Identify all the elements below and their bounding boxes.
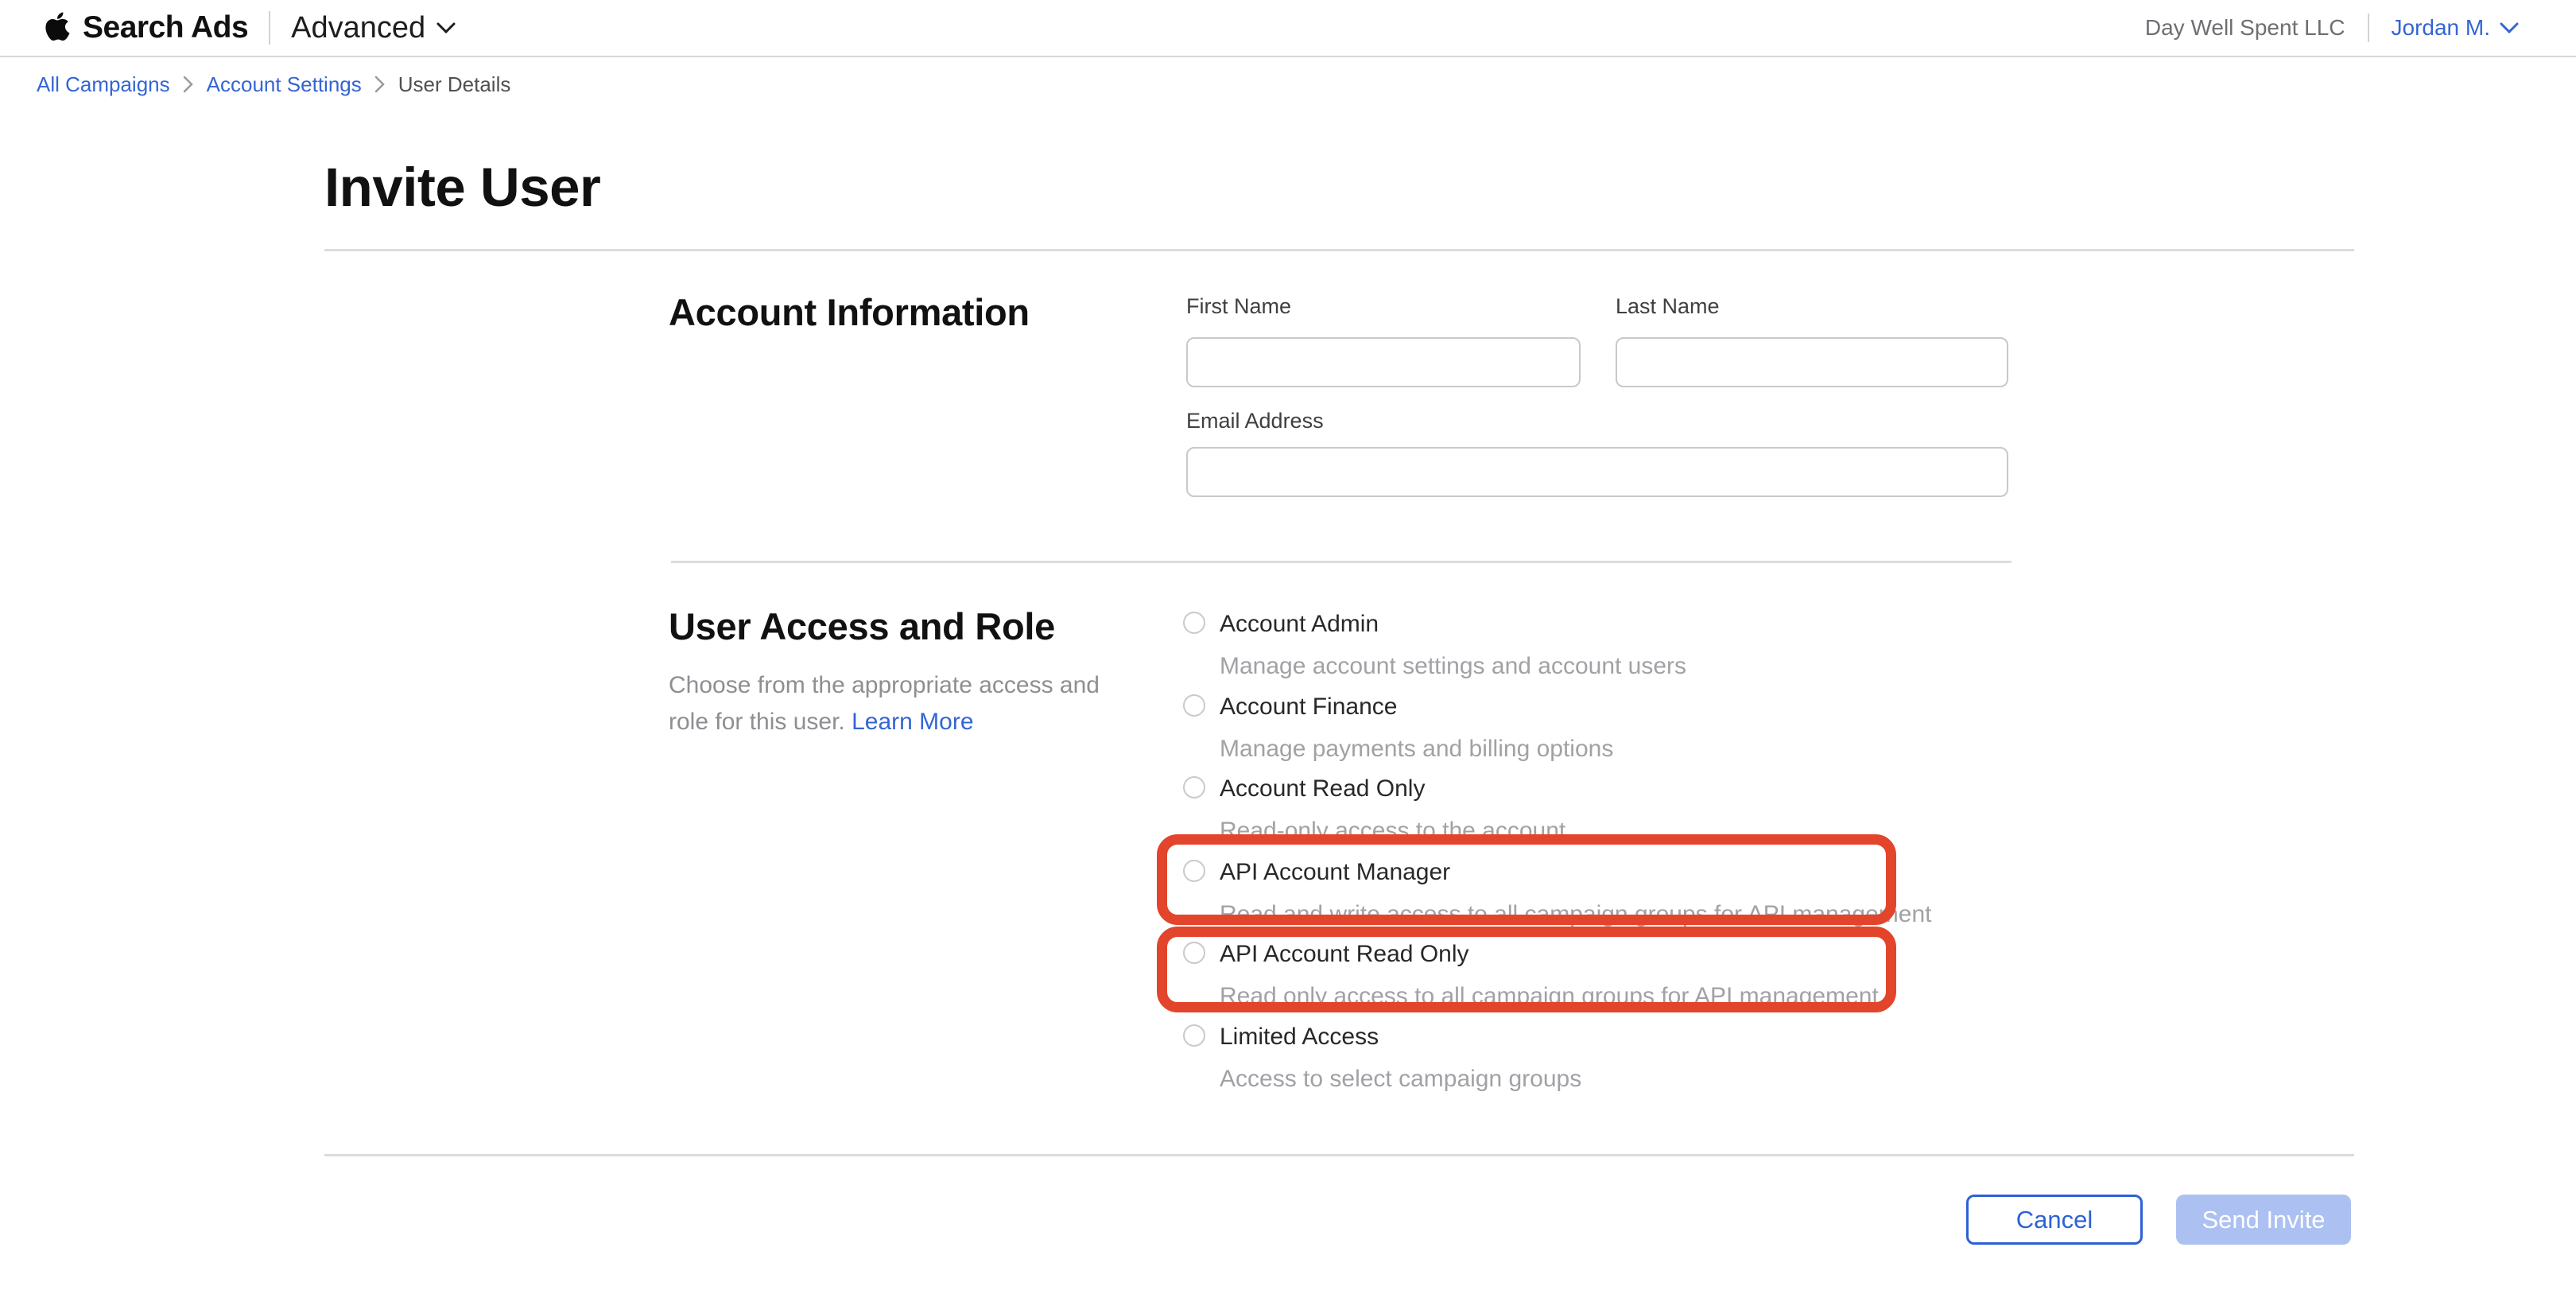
- role-description: Read only access to all campaign groups for API management: [1220, 983, 1879, 1009]
- header-account-area: [2145, 14, 2519, 42]
- role-option-account-read-only: [1183, 775, 2058, 845]
- header-divider: [269, 11, 270, 45]
- first-name-label: First Name: [1186, 294, 1292, 318]
- role-radio[interactable]: [1183, 1024, 1205, 1047]
- user-access-description-text: Choose from the appropriate access and role for this user.: [669, 672, 1100, 735]
- advanced-menu-label: Advanced: [291, 10, 426, 45]
- role-option-account-admin: [1183, 610, 2058, 681]
- account-information-heading: Account Information: [669, 291, 1030, 333]
- divider: [671, 561, 2012, 563]
- breadcrumb-separator-icon: [374, 76, 386, 93]
- role-description: Manage account settings and account users: [1220, 653, 1687, 679]
- top-header: [0, 0, 2576, 57]
- role-radio[interactable]: [1183, 776, 1205, 798]
- role-description: Read-only access to the account: [1220, 818, 1566, 844]
- role-label: API Account Manager: [1220, 859, 1451, 885]
- role-description: Read and write access to all campaign groups for API management: [1220, 901, 1932, 927]
- header-divider: [2368, 14, 2369, 42]
- role-radio[interactable]: [1183, 942, 1205, 964]
- breadcrumb-separator-icon: [183, 76, 194, 93]
- user-access-heading: User Access and Role: [669, 605, 1055, 647]
- divider: [324, 1154, 2354, 1156]
- role-option-api-account-manager: [1183, 858, 2058, 929]
- email-label: Email Address: [1186, 409, 1324, 433]
- header-brand-area: [45, 10, 456, 45]
- role-radio[interactable]: [1183, 612, 1205, 634]
- role-option-limited-access: [1183, 1023, 2058, 1094]
- last-name-field[interactable]: [1616, 337, 2008, 387]
- user-access-description: [669, 667, 1114, 740]
- page-title: Invite User: [324, 157, 601, 218]
- breadcrumb: [37, 68, 510, 100]
- divider: [324, 249, 2354, 251]
- role-label: Account Read Only: [1220, 775, 1426, 802]
- breadcrumb-account-settings[interactable]: Account Settings: [206, 72, 362, 96]
- last-name-label: Last Name: [1616, 294, 1720, 318]
- first-name-field[interactable]: [1186, 337, 1581, 387]
- role-radio[interactable]: [1183, 860, 1205, 882]
- advanced-menu[interactable]: [291, 11, 456, 45]
- role-description: Access to select campaign groups: [1220, 1066, 1582, 1092]
- user-menu[interactable]: [2392, 15, 2520, 41]
- role-label: API Account Read Only: [1220, 941, 1469, 967]
- chevron-down-icon: [2500, 22, 2519, 34]
- chevron-down-icon: [436, 22, 456, 34]
- role-description: Manage payments and billing options: [1220, 736, 1614, 762]
- breadcrumb-user-details: User Details: [398, 72, 511, 96]
- apple-logo-icon: [45, 10, 70, 42]
- role-label: Limited Access: [1220, 1024, 1379, 1050]
- user-menu-label: Jordan M.: [2391, 15, 2490, 40]
- email-field[interactable]: [1186, 447, 2008, 497]
- breadcrumb-all-campaigns[interactable]: All Campaigns: [37, 72, 170, 96]
- send-invite-button[interactable]: Send Invite: [2176, 1195, 2351, 1245]
- role-radio[interactable]: [1183, 694, 1205, 717]
- role-label: Account Admin: [1220, 611, 1379, 637]
- brand-title: Search Ads: [83, 10, 249, 45]
- role-option-api-account-read-only: [1183, 940, 2058, 1011]
- role-label: Account Finance: [1220, 694, 1398, 720]
- org-name: Day Well Spent LLC: [2144, 15, 2345, 40]
- cancel-button[interactable]: Cancel: [1966, 1195, 2143, 1245]
- learn-more-link[interactable]: Learn More: [852, 709, 974, 735]
- role-option-account-finance: [1183, 693, 2058, 764]
